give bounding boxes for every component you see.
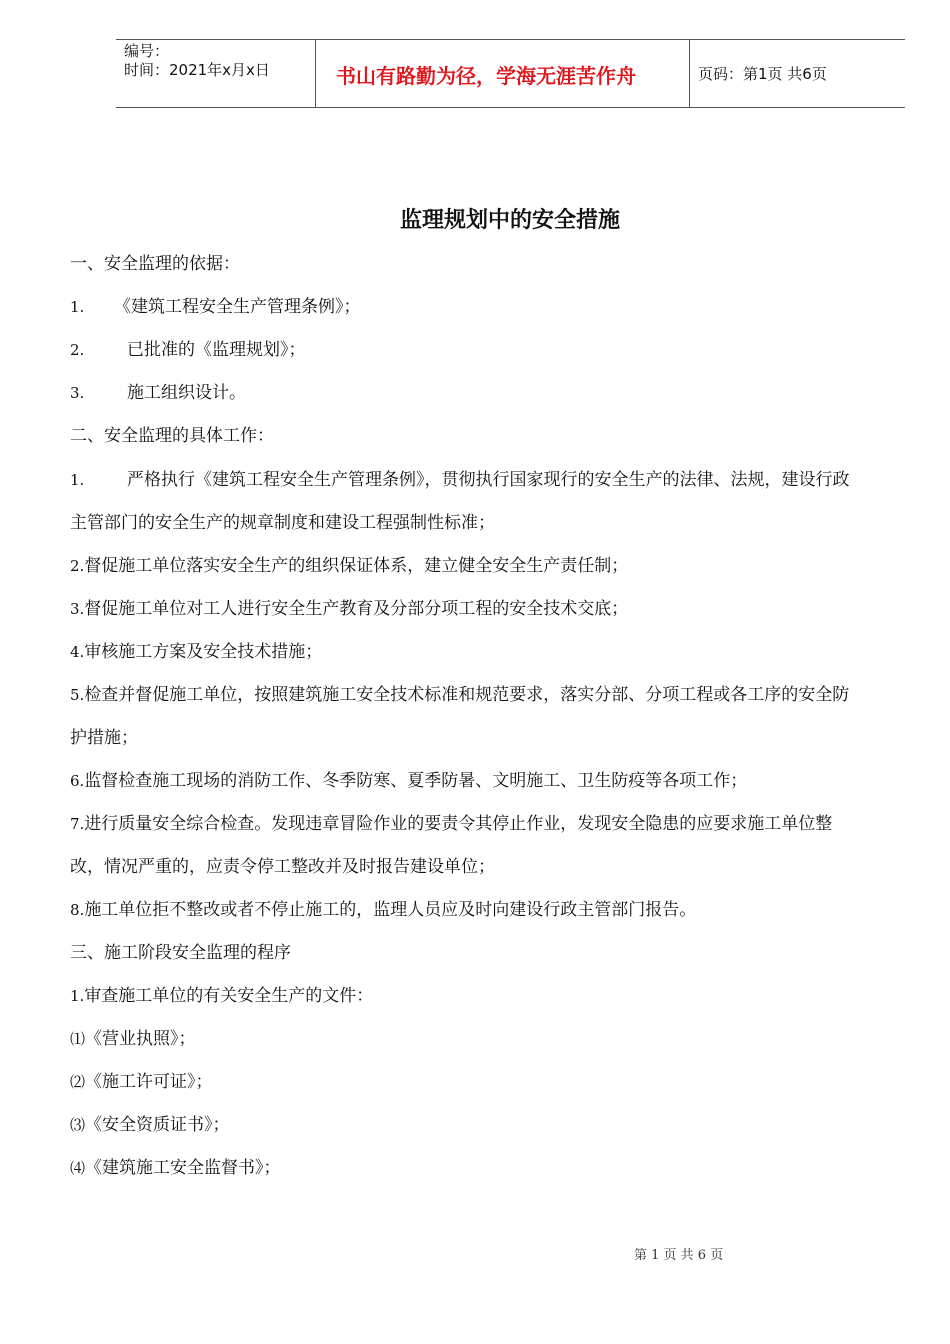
line-text: 《安全资质证书》；	[85, 1115, 230, 1135]
list-item	[70, 897, 696, 923]
serial-label: 编号：	[124, 42, 170, 60]
list-item-continuation	[70, 725, 138, 751]
item-number: 5.	[70, 686, 85, 704]
header-divider-left	[315, 39, 316, 107]
time-label: 时间：2021年x月x日	[124, 61, 270, 79]
line-text: 二、安全监理的具体工作：	[70, 426, 274, 446]
header-top-border	[116, 39, 905, 40]
list-item	[70, 639, 322, 665]
line-text: 《建筑施工安全监督书》；	[85, 1158, 281, 1178]
line-text: 《营业执照》；	[85, 1029, 196, 1049]
line-text: 审查施工单位的有关安全生产的文件：	[84, 986, 374, 1006]
line-text: 改，情况严重的，应责令停工整改并及时报告建设单位；	[70, 857, 495, 877]
item-number: 2.	[70, 557, 85, 575]
item-number: 8.	[70, 901, 85, 919]
line-text: 检查并督促施工单位，按照建筑施工安全技术标准和规范要求，落实分部、分项工程或各工序的安全防	[84, 685, 850, 705]
line-text: 督促施工单位对工人进行安全生产教育及分部分项工程的安全技术交底；	[84, 599, 629, 619]
list-item	[70, 768, 747, 794]
line-text: 护措施；	[70, 728, 138, 748]
list-item	[70, 467, 850, 493]
sub-list-item	[70, 1155, 281, 1181]
line-text: 《施工许可证》；	[85, 1072, 213, 1092]
page-footer: 第 1 页 共 6 页	[634, 1248, 724, 1263]
section-heading-1	[70, 251, 240, 277]
line-text: 施工单位拒不整改或者不停止施工的，监理人员应及时向建设行政主管部门报告。	[84, 900, 697, 920]
line-text: 已批准的《监理规划》；	[127, 340, 306, 360]
line-text: 《建筑工程安全生产管理条例》；	[114, 297, 361, 317]
line-text: 一、安全监理的依据：	[70, 254, 240, 274]
item-number: 1.	[70, 987, 85, 1005]
sub-list-item	[70, 1112, 230, 1138]
item-number: 4.	[70, 643, 85, 661]
header-motto: 书山有路勤为径，学海无涯苦作舟	[336, 64, 636, 88]
document-title: 监理规划中的安全措施	[399, 208, 620, 233]
list-item	[70, 596, 628, 622]
line-text: 施工组织设计。	[127, 383, 246, 403]
item-number: ⑵	[70, 1073, 86, 1091]
list-item	[70, 811, 832, 837]
list-item-continuation	[70, 510, 495, 536]
sub-list-item	[70, 1069, 213, 1095]
item-number: 1.	[70, 471, 85, 489]
item-number: 6.	[70, 772, 85, 790]
list-item	[70, 337, 306, 363]
list-item	[70, 983, 373, 1009]
item-number: 2.	[70, 341, 85, 359]
line-text: 严格执行《建筑工程安全生产管理条例》，贯彻执行国家现行的安全生产的法律、法规，建设行政	[127, 470, 850, 490]
list-item-continuation	[70, 854, 495, 880]
line-text: 三、施工阶段安全监理的程序	[70, 943, 291, 963]
list-item	[70, 553, 628, 579]
item-number: 3.	[70, 384, 85, 402]
line-text: 督促施工单位落实安全生产的组织保证体系，建立健全安全生产责任制；	[84, 556, 629, 576]
item-number: 7.	[70, 815, 85, 833]
item-number: 1.	[70, 298, 85, 316]
line-text: 主管部门的安全生产的规章制度和建设工程强制性标准；	[70, 513, 495, 533]
list-item	[70, 380, 246, 406]
list-item	[70, 682, 849, 708]
page-info: 页码：第1页 共6页	[698, 65, 827, 83]
header-bottom-border	[116, 107, 905, 108]
item-number: ⑶	[70, 1116, 86, 1134]
line-text: 进行质量安全综合检查。发现违章冒险作业的要责令其停止作业，发现安全隐患的应要求施工单位整	[84, 814, 833, 834]
header-divider-right	[689, 39, 690, 107]
line-text: 监督检查施工现场的消防工作、冬季防寒、夏季防暑、文明施工、卫生防疫等各项工作；	[84, 771, 748, 791]
sub-list-item	[70, 1026, 196, 1052]
line-text: 审核施工方案及安全技术措施；	[84, 642, 323, 662]
item-number: ⑷	[70, 1159, 86, 1177]
item-number: ⑴	[70, 1030, 86, 1048]
section-heading-3	[70, 940, 291, 966]
item-number: 3.	[70, 600, 85, 618]
section-heading-2	[70, 423, 274, 449]
list-item	[70, 294, 361, 320]
